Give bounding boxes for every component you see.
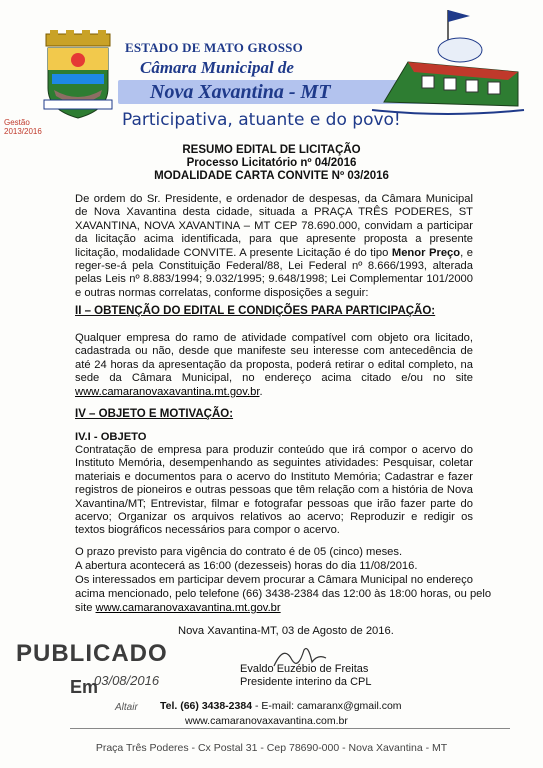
abertura-text: A abertura acontecerá as 16:00 (dezesseis) horas do dia 11/08/2016. <box>75 560 418 572</box>
intro-paragraph <box>75 193 473 300</box>
letterhead <box>0 0 543 140</box>
footer-divider <box>70 728 510 729</box>
prazo-text: O prazo previsto para vigência do contrato é de 05 (cinco) meses. <box>75 546 403 558</box>
interessados-text-3 <box>75 602 281 615</box>
intro-bold: Menor Preço <box>391 246 461 259</box>
edital-site-link[interactable]: www.camaranovaxavantina.mt.gov.br <box>75 385 260 398</box>
site-prefix: site <box>75 602 96 614</box>
motto: Participativa, atuante e do povo! <box>122 110 401 130</box>
interessados-text-2: acima mencionado, pelo telefone (66) 3438-2384 das 12:00 às 18:00 horas, ou pelo <box>75 588 492 600</box>
gestao-label <box>4 118 42 136</box>
interessados-text-1: Os interessados em participar devem procurar a Câmara Municipal no endereço <box>75 574 473 586</box>
city-name: Nova Xavantina - MT <box>150 81 331 103</box>
doc-title-line3: MODALIDADE CARTA CONVITE Nº 03/2016 <box>154 170 389 182</box>
date-line: Nova Xavantina-MT, 03 de Agosto de 2016. <box>178 625 394 637</box>
contact-site-link[interactable]: www.camaranovaxavantina.mt.gov.br <box>95 602 281 614</box>
stamp-em: Em <box>70 677 99 697</box>
stamp-initials: Altair <box>115 702 138 713</box>
contact-site: www.camaranovaxavantina.com.br <box>185 715 348 727</box>
state-name: ESTADO DE MATO GROSSO <box>125 40 303 55</box>
section-iv-heading: IV – OBJETO E MOTIVAÇÃO: <box>75 408 234 420</box>
intro-text-2: , e reger-se-á pela Constituição Federal/88, Lei Federal nº 8.666/1993, alterada pelas Leis nº 8.883/1994; 9.032/1995; 9.648/1998; Lei Complementar 101/2000 e outras normas correlatas, conforme disposições a seguir: <box>75 246 473 299</box>
intro-text-1: De ordem do Sr. Presidente, e ordenador de despesas, da Câmara Municipal de Nova Xavantina desta cidade, situada a PRAÇA TRÊS PODERES, ST XAVANTINA, NOVA XAVANTINA – MT CEP 78.690.000, convidam a participar da licitação acima identificada, para que apresente proposta a presente licitação, modalidade CONVITE. A presente Licitação é do tipo <box>75 193 473 259</box>
section-ii-paragraph <box>75 332 473 399</box>
chamber-building-icon <box>368 6 528 118</box>
contact-line <box>160 700 402 712</box>
contact-email: - E-mail: camaranx@gmail.com <box>254 700 402 712</box>
footer-address: Praça Três Poderes - Cx Postal 31 - Cep 78690-000 - Nova Xavantina - MT <box>95 742 448 754</box>
doc-title-line2: Processo Licitatório nº 04/2016 <box>186 157 357 169</box>
published-stamp: PUBLICADO <box>16 640 168 667</box>
signer-name: Evaldo Euzébio de Freitas <box>240 663 369 675</box>
municipal-crest-icon <box>40 30 116 122</box>
section-iv-subheading: IV.I - OBJETO <box>75 431 147 443</box>
contact-phone: Tel. (66) 3438-2384 <box>160 700 253 712</box>
stamp-date: 03/08/2016 <box>94 673 160 688</box>
chamber-name: Câmara Municipal de <box>140 58 294 77</box>
section-ii-heading: II – OBTENÇÃO DO EDITAL E CONDIÇÕES PARA PARTICIPAÇÃO: <box>75 305 436 317</box>
signer-role: Presidente interino da CPL <box>240 676 372 688</box>
section-ii-text: Qualquer empresa do ramo de atividade compatível com objeto ora licitado, cadastrada ou não, desde que manifeste seu interesse com antecedência de até 24 horas da apresentação da proposta, poderá retirar o edital completo, na sede da Câmara Municipal, no endereço acima citado e/ou no site <box>75 332 473 385</box>
gestao-text: Gestão <box>4 118 30 127</box>
link-suffix: . <box>259 385 263 398</box>
gestao-years: 2013/2016 <box>4 127 42 136</box>
doc-title-line1: RESUMO EDITAL DE LICITAÇÃO <box>182 144 361 156</box>
section-iv-paragraph: Contratação de empresa para produzir conteúdo que irá compor o acervo do Instituto Memória, desempenhando as seguintes atividades: Pesquisar, coletar materiais e documentos para o acervo do Instituto Memória; Cadastrar e fazer registros de pioneiros e outras pessoas que têm relação com a história de Nova Xavantina/MT; Entrevistar, filmar e fotografar pessoas que irão fazer parte do acervo; Organizar os arquivos relativos ao acervo; Reproduzir e redigir os textos biográficos necessários para compor o acervo. <box>75 444 473 537</box>
